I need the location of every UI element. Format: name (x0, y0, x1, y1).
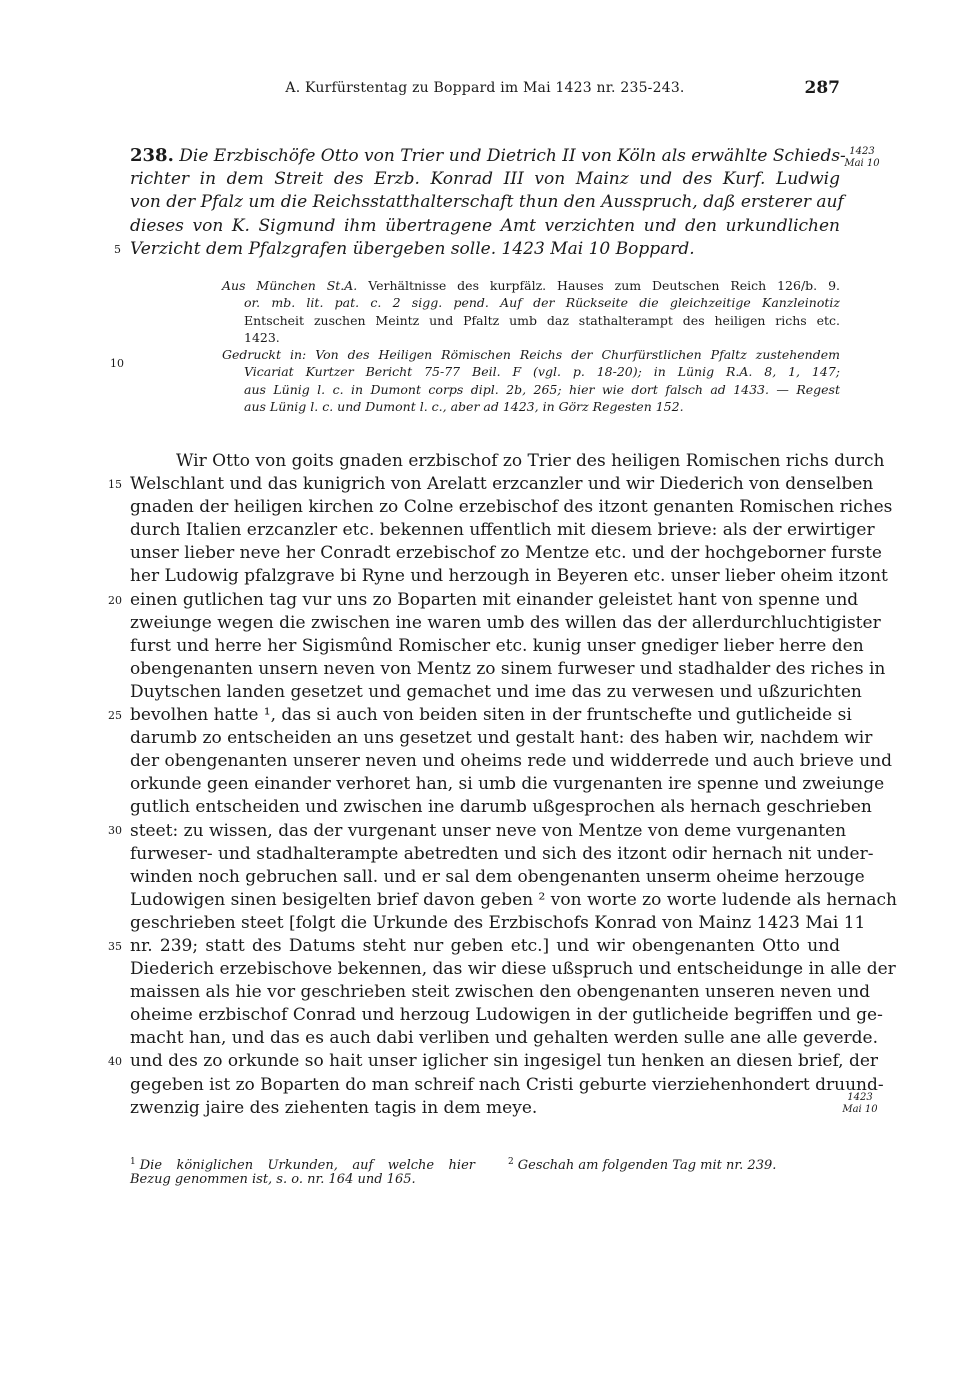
print-line: aus Lünig l. c. in Dumont corps dipl. 2b, 265; hier wie dort falsch ad 1433. — Regest (244, 381, 840, 397)
text-line: Welschlant und das kunigrich von Arelatt erzcanzler und wir Diederich von denselben (130, 474, 874, 495)
text-line: Diederich erzebischove bekennen, das wir diese ußspruch und entscheidunge in alle der (130, 959, 896, 980)
text-line: steet: zu wissen, das der vurgenant unser neve von Mentze von deme vurgenanten (130, 820, 847, 841)
print-line: aus Lünig l. c. und Dumont l. c., aber ad 1423, in Görz Regesten 152. (244, 399, 684, 415)
text-line: furst und herre her Sigismûnd Romischer etc. kunig unser gnediger lieber herre den (130, 635, 864, 656)
source-line: Entscheit zuschen Meintz und Pfaltz umb daz stathalterampt des heiligen richs etc. (244, 312, 840, 328)
text-line: winden noch gebruchen sall. und er sal dem obengenanten unserm oheime herzouge (130, 866, 865, 887)
source-line: 1423. (244, 329, 280, 345)
text-line: orkunde geen einander verhoret han, si umb die vurgenanten ire spenne und zweiunge (130, 774, 885, 795)
line-number: 30 (108, 824, 122, 837)
text-line: zweiunge wegen die zwischen ine waren umb des willen das der allerdurchluchtigister (130, 612, 881, 633)
footnote-1 (130, 1153, 475, 1189)
line-number: 20 (108, 594, 122, 607)
print-line: Vicariat Kurtzer Bericht 75-77 Beil. F (vgl. p. 18-20); in Lünig R.A. 8, 1, 147; (244, 364, 840, 380)
source-apparatus (222, 277, 840, 415)
print-line: Gedruckt in: Von des Heiligen Römischen Reichs der Churfürstlichen Pfaltz zustehendem (222, 347, 840, 363)
footnote-line: $^2$ Geschah am folgenden Tag mit nr. 239. (508, 1157, 777, 1173)
regest-line: Verzicht dem Pfalzgrafen übergeben solle. 1423 Mai 10 Boppard. (130, 239, 695, 259)
text-line: durch Italien erzcanzler etc. bekennen uffentlich mit diesem brieve: als der erwirtiger (130, 520, 875, 541)
document-number: 238. (130, 145, 174, 166)
line-number: 40 (108, 1055, 122, 1068)
line-number: 25 (108, 709, 122, 722)
source-line: or. mb. lit. pat. c. 2 sigg. pend. Auf der Rückseite die gleichzeitige Kanzleinotiz (244, 295, 840, 311)
footnote-line: $^1$ Die königlichen Urkunden, auf welche hier (130, 1157, 475, 1173)
text-line: zwenzig jaire des ziehenten tagis in dem meye. (130, 1097, 538, 1118)
archive-label: Aus München St.A. (222, 278, 358, 293)
regest-summary (130, 144, 846, 262)
margin-date-year: 1423 (847, 1092, 873, 1103)
footnote-2 (508, 1153, 840, 1171)
line-number: 35 (108, 940, 122, 953)
text-line: darumb zo entscheiden an uns gesetzet und gestalt hant: des haben wir, nachdem wir (130, 728, 873, 749)
text-line: Ludowigen sinen besigelten brief davon geben ² von worte zo worte ludende als hernach (130, 889, 897, 910)
footnote-marker: 2 (508, 1157, 514, 1167)
text-line: obengenanten unsern neven von Mentz zo sinem furweser und stadhalder des riches in (130, 658, 886, 679)
margin-date-day: Mai 10 (844, 158, 880, 169)
regest-line: dieses von K. Sigmund ihm übertragene Amt verzichten und den urkundlichen (130, 215, 840, 236)
text-line: geschrieben steet [folgt die Urkunde des Erzbischofs Konrad von Mainz 1423 Mai 11 (130, 912, 866, 933)
text-line: maissen als hie vor geschrieben steit zwischen den obengenanten unseren neven und (130, 982, 871, 1003)
text-line: Wir Otto von goits gnaden erzbischof zo Trier des heiligen Romischen richs durch (176, 451, 885, 471)
text-line: Duytschen landen gesetzet und gemachet und ime das zu verwesen und ußzurichten (130, 681, 862, 702)
text-line: furweser- und stadhalterampte abetredten und sich des itzont odir hernach nit under- (130, 843, 874, 864)
line-number: 5 (114, 243, 121, 256)
margin-date-top (842, 146, 882, 170)
text-line: und des zo orkunde so hait unser iglicher sin ingesigel tun henken an diesen brief, der (130, 1051, 879, 1072)
running-title: A. Kurfürstentag zu Boppard im Mai 1423 nr. 235-243. (285, 80, 685, 96)
margin-date-year: 1423 (849, 146, 875, 157)
text-line: gutlich entscheiden und zwischen ine darumb ußgesprochen als hernach geschrieben (130, 797, 872, 818)
regest-line: richter in dem Streit des Erzb. Konrad III von Mainz und des Kurf. Ludwig (130, 168, 840, 189)
text-line: der obengenanten unserer neven und oheims rede und widderrede und auch brieve und (130, 751, 893, 772)
line-number: 15 (108, 478, 122, 491)
margin-date-bottom (840, 1092, 880, 1116)
footnote-marker: 1 (130, 1157, 136, 1167)
regest-line: von der Pfalz um die Reichsstatthalterschaft thun den Ausspruch, daß ersterer auf (130, 192, 844, 212)
text-line: her Ludowig pfalzgrave bi Ryne und herzough in Beyeren etc. unser lieber oheim itzont (130, 566, 888, 587)
source-line: Aus München St.A. Verhältnisse des kurpfälz. Hauses zum Deutschen Reich 126/b. 9. (222, 278, 840, 293)
text-line: einen gutlichen tag vur uns zo Boparten mit einander geleistet hant von spenne und (130, 589, 859, 610)
margin-date-day: Mai 10 (842, 1104, 878, 1115)
text-line: nr. 239; statt des Datums steht nur geben etc.] und wir obengenanten Otto und (130, 935, 840, 956)
line-number: 10 (110, 357, 124, 370)
regest-line: 238. Die Erzbischöfe Otto von Trier und Dietrich II von Köln als erwählte Schieds- (130, 145, 846, 166)
page-number: 287 (804, 78, 840, 98)
text-line: gegeben ist zo Boparten do man schreif nach Cristi geburte vierziehenhondert druund- (130, 1074, 884, 1095)
text-line: unser lieber neve her Conradt erzebischof zo Mentze etc. und der hochgeborner furste (130, 543, 882, 564)
footnote-line: Bezug genommen ist, s. o. nr. 164 und 165. (130, 1172, 416, 1187)
text-line: oheime erzbischof Conrad und herzoug Ludowigen in der gutlicheide begriffen und ge- (130, 1005, 883, 1026)
text-line: bevolhen hatte ¹, das si auch von beiden siten in der fruntschefte und gutlicheide si (130, 705, 852, 726)
text-line: gnaden der heiligen kirchen zo Colne erzebischof des itzont genanten Romischen riches (130, 497, 893, 518)
running-header (130, 78, 840, 102)
text-line: macht han, und das es auch dabi verliben und gehalten werden sulle ane alle geverde. (130, 1028, 879, 1049)
